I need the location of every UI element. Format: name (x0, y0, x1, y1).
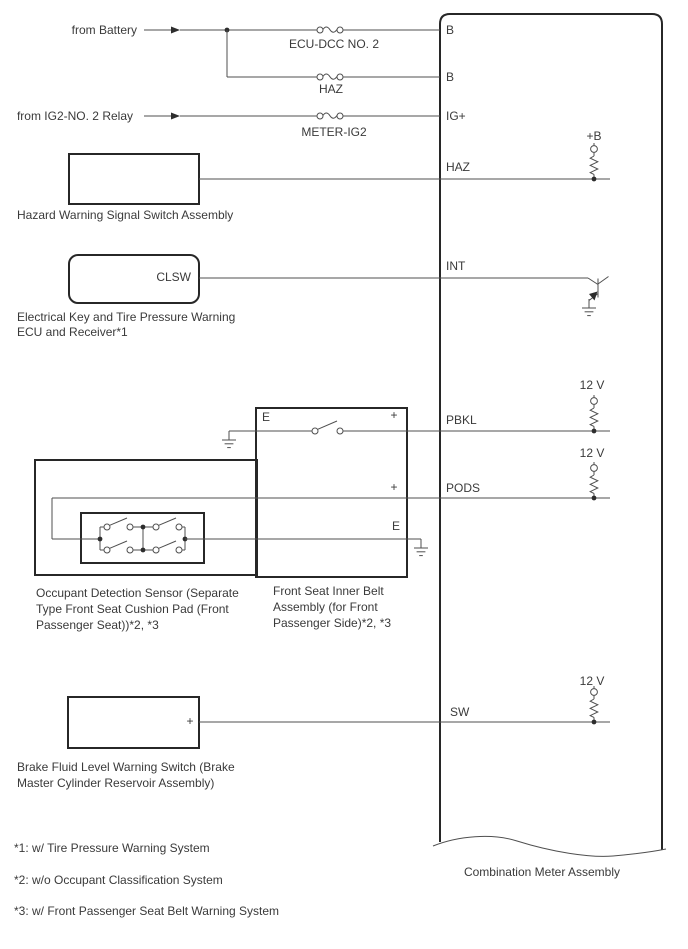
meter-torn-edge (433, 836, 666, 856)
ig2-circuit-wires (144, 113, 440, 120)
belt-buckle-switch (312, 421, 343, 434)
terminal-pods-label: PODS (446, 481, 481, 495)
terminal-b1-label: B (446, 23, 455, 37)
sw-circuit (199, 686, 610, 724)
fuse-haz-label: HAZ (319, 82, 343, 96)
key-ecu-clsw-pin-label: CLSW (156, 270, 191, 284)
battery-circuit-wires (144, 27, 440, 78)
key-ecu-label-line1: Electrical Key and Tire Pressure Warning (17, 310, 236, 324)
transistor-ground (582, 299, 596, 316)
brake-switch-box (68, 697, 199, 748)
terminal-sw-label: SW (450, 705, 470, 719)
pullup-12v-pbkl (590, 395, 598, 433)
footnote-3: *3: w/ Front Passenger Seat Belt Warning System (14, 904, 280, 918)
occupant-sensor-label-line3: Passenger Seat))*2, *3 (36, 618, 159, 632)
footnote-1: *1: w/ Tire Pressure Warning System (14, 841, 210, 855)
occupant-sensor-box (35, 460, 257, 575)
belt-pin-plus-mid-label: + (390, 480, 398, 494)
int-circuit (199, 277, 609, 316)
combination-meter-box (433, 14, 666, 856)
belt-pin-plus-top-label: + (390, 408, 398, 422)
belt-pin-e-top-label: E (262, 410, 271, 424)
pullup-12v-sw (590, 686, 598, 724)
fuse-meter-ig2 (317, 113, 343, 119)
brake-switch-label-line2: Master Cylinder Reservoir Assembly) (17, 776, 215, 790)
ig2-arrowhead-icon (171, 113, 180, 120)
supply-12v-pbkl-label: 12 V (579, 378, 605, 392)
occupant-sensor-label-line2: Type Front Seat Cushion Pad (Front (36, 602, 229, 616)
key-ecu-label-line2: ECU and Receiver*1 (17, 325, 128, 339)
terminal-pbkl-label: PBKL (446, 413, 477, 427)
terminal-b2-label: B (446, 70, 455, 84)
pbkl-ground (222, 431, 236, 448)
occupant-sensor-label-line1: Occupant Detection Sensor (Separate (36, 586, 239, 600)
fuse-haz (317, 74, 343, 80)
fuse-meter-ig2-label: METER-IG2 (301, 125, 367, 139)
terminal-haz-label: HAZ (446, 160, 470, 174)
transistor-collector (598, 277, 609, 285)
pbkl-circuit (222, 395, 610, 448)
sensor-center-top-dot (141, 525, 146, 530)
combination-meter-label: Combination Meter Assembly (463, 865, 621, 879)
inner-belt-label-line3: Passenger Side)*2, *3 (273, 616, 392, 630)
int-base-lead (588, 278, 598, 285)
occupant-sensor-network (52, 518, 428, 556)
supply-12v-sw-label: 12 V (579, 674, 605, 688)
fuse-ecu-dcc-no2 (317, 27, 343, 33)
brake-pin-plus-label: + (186, 714, 194, 728)
inner-belt-box (256, 408, 407, 577)
belt-pin-e-bottom-label: E (391, 519, 401, 533)
supply-plus-b-label: +B (586, 129, 602, 143)
meter-outline (440, 14, 662, 850)
sensor-switch-top-right (153, 518, 182, 530)
sensor-switch-bottom-left (104, 541, 133, 553)
battery-arrowhead-icon (171, 27, 180, 34)
fuse-ecu-dcc-label: ECU-DCC NO. 2 (288, 37, 380, 51)
source-ig2-relay-label: from IG2-NO. 2 Relay (16, 109, 133, 123)
sensor-switch-top-left (104, 518, 133, 530)
terminal-ig-plus-label: IG+ (446, 109, 466, 123)
pullup-plus-b (590, 143, 598, 181)
inner-belt-label-line1: Front Seat Inner Belt (273, 584, 384, 598)
sensor-switch-bottom-right (153, 541, 182, 553)
supply-12v-pods-label: 12 V (579, 446, 605, 460)
brake-switch-label-line1: Brake Fluid Level Warning Switch (Brake (17, 760, 235, 774)
belt-e-ground (414, 539, 428, 556)
hazard-switch-box (69, 154, 199, 204)
source-battery-label: from Battery (71, 23, 137, 37)
footnote-2: *2: w/o Occupant Classification System (14, 873, 223, 887)
terminal-int-label: INT (446, 259, 466, 273)
inner-belt-label-line2: Assembly (for Front (273, 600, 378, 614)
pullup-12v-pods (590, 462, 598, 500)
hazard-switch-label: Hazard Warning Signal Switch Assembly (17, 208, 234, 222)
sensor-left-junction-dot (98, 537, 103, 542)
sensor-center-bottom-dot (141, 548, 146, 553)
